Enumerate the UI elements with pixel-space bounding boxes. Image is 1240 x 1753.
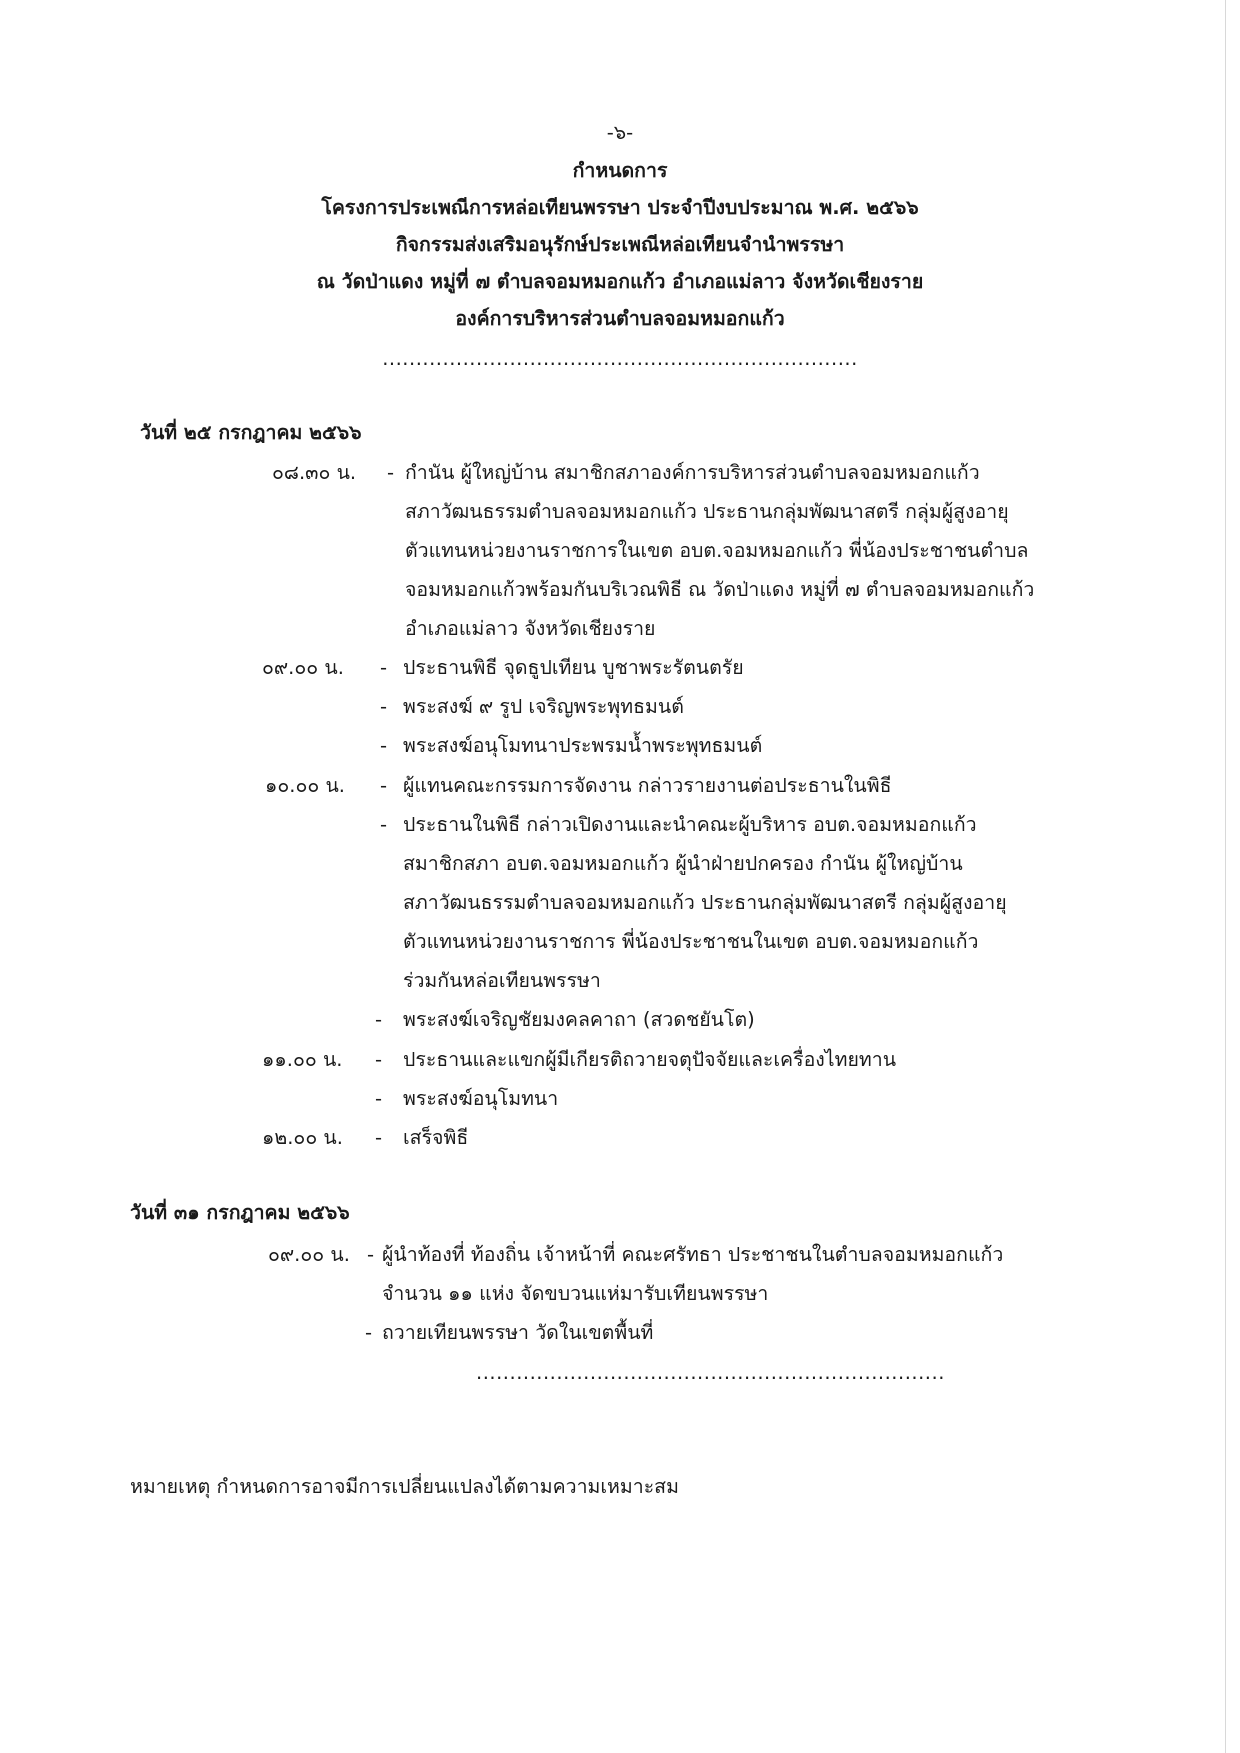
page-title: กำหนดการ (572, 159, 668, 182)
footer-divider: ...................................................................... (476, 1361, 945, 1384)
bullet-dash: - (365, 1321, 373, 1344)
bullet-dash: - (387, 461, 395, 484)
schedule-line: ร่วมกันหล่อเทียนพรรษา (403, 969, 601, 992)
schedule-line: จำนวน ๑๑ แห่ง จัดขบวนแห่มารับเทียนพรรษา (382, 1282, 769, 1305)
day2-date: วันที่ ๓๑ กรกฎาคม ๒๕๖๖ (130, 1201, 350, 1224)
schedule-line: พระสงฆ์อนุโมทนาประพรมน้ำพระพุทธมนต์ (403, 734, 763, 757)
schedule-line: พระสงฆ์อนุโมทนา (403, 1087, 559, 1110)
schedule-line: ตัวแทนหน่วยงานราชการในเขต อบต.จอมหมอกแก้ว พี่น้องประชาชนตำบล (405, 539, 1029, 562)
schedule-line: ผู้แทนคณะกรรมการจัดงาน กล่าวรายงานต่อประธานในพิธี (403, 774, 892, 797)
page-number: -๖- (606, 121, 634, 144)
schedule-line: ผู้นำท้องที่ ท้องถิ่น เจ้าหน้าที่ คณะศรัทธา ประชาชนในตำบลจอมหมอกแก้ว (382, 1243, 1004, 1266)
activity-title: กิจกรรมส่งเสริมอนุรักษ์ประเพณีหล่อเทียนจำนำพรรษา (395, 233, 845, 256)
bullet-dash: - (380, 734, 388, 757)
time-0830: ๐๘.๓๐ น. (272, 461, 357, 484)
time-1100: ๑๑.๐๐ น. (262, 1048, 343, 1071)
location-line: ณ วัดป่าแดง หมู่ที่ ๗ ตำบลจอมหมอกแก้ว อำเภอแม่ลาว จังหวัดเชียงราย (316, 270, 924, 293)
schedule-line: สภาวัฒนธรรมตำบลจอมหมอกแก้ว ประธานกลุ่มพัฒนาสตรี กลุ่มผู้สูงอายุ (403, 891, 1007, 914)
schedule-line: ประธานในพิธี กล่าวเปิดงานและนำคณะผู้บริหาร อบต.จอมหมอกแก้ว (403, 813, 977, 836)
schedule-line: สมาชิกสภา อบต.จอมหมอกแก้ว ผู้นำฝ่ายปกครอง กำนัน ผู้ใหญ่บ้าน (403, 852, 963, 875)
time-0900: ๐๙.๐๐ น. (262, 656, 344, 679)
schedule-line: ตัวแทนหน่วยงานราชการ พี่น้องประชาชนในเขต อบต.จอมหมอกแก้ว (403, 930, 979, 953)
schedule-line: ประธานและแขกผู้มีเกียรติถวายจตุปัจจัยและเครื่องไทยทาน (403, 1048, 897, 1071)
bullet-dash: - (375, 1008, 383, 1031)
schedule-line: กำนัน ผู้ใหญ่บ้าน สมาชิกสภาองค์การบริหารส่วนตำบลจอมหมอกแก้ว (405, 461, 980, 484)
schedule-line: ประธานพิธี จุดธูปเทียน บูชาพระรัตนตรัย (403, 656, 744, 679)
header-divider: ....................................................................... (382, 347, 858, 370)
time-1200: ๑๒.๐๐ น. (262, 1126, 343, 1149)
organization-line: องค์การบริหารส่วนตำบลจอมหมอกแก้ว (455, 307, 785, 330)
bullet-dash: - (380, 695, 388, 718)
bullet-dash: - (380, 656, 388, 679)
bullet-dash: - (375, 1126, 383, 1149)
day1-date: วันที่ ๒๕ กรกฎาคม ๒๕๖๖ (140, 421, 362, 444)
schedule-line: จอมหมอกแก้วพร้อมกันบริเวณพิธี ณ วัดป่าแดง หมู่ที่ ๗ ตำบลจอมหมอกแก้ว (405, 578, 1035, 601)
schedule-line: เสร็จพิธี (403, 1126, 469, 1149)
page-edge (1225, 0, 1226, 1753)
remark-note: หมายเหตุ กำหนดการอาจมีการเปลี่ยนแปลงได้ตามความเหมาะสม (130, 1475, 679, 1498)
schedule-line: พระสงฆ์เจริญชัยมงคลคาถา (สวดชยันโต) (403, 1008, 755, 1031)
schedule-line: อำเภอแม่ลาว จังหวัดเชียงราย (405, 617, 656, 640)
time-0900-day2: ๐๙.๐๐ น. (268, 1243, 350, 1266)
schedule-line: พระสงฆ์ ๙ รูป เจริญพระพุทธมนต์ (403, 695, 684, 718)
bullet-dash: - (367, 1243, 375, 1266)
bullet-dash: - (375, 1048, 383, 1071)
schedule-line: ถวายเทียนพรรษา วัดในเขตพื้นที่ (382, 1321, 654, 1344)
bullet-dash: - (380, 813, 388, 836)
time-1000: ๑๐.๐๐ น. (265, 774, 346, 797)
bullet-dash: - (375, 1087, 383, 1110)
project-title: โครงการประเพณีการหล่อเทียนพรรษา ประจำปีงบประมาณ พ.ศ. ๒๕๖๖ (321, 196, 919, 219)
schedule-line: สภาวัฒนธรรมตำบลจอมหมอกแก้ว ประธานกลุ่มพัฒนาสตรี กลุ่มผู้สูงอายุ (405, 500, 1009, 523)
bullet-dash: - (380, 774, 388, 797)
